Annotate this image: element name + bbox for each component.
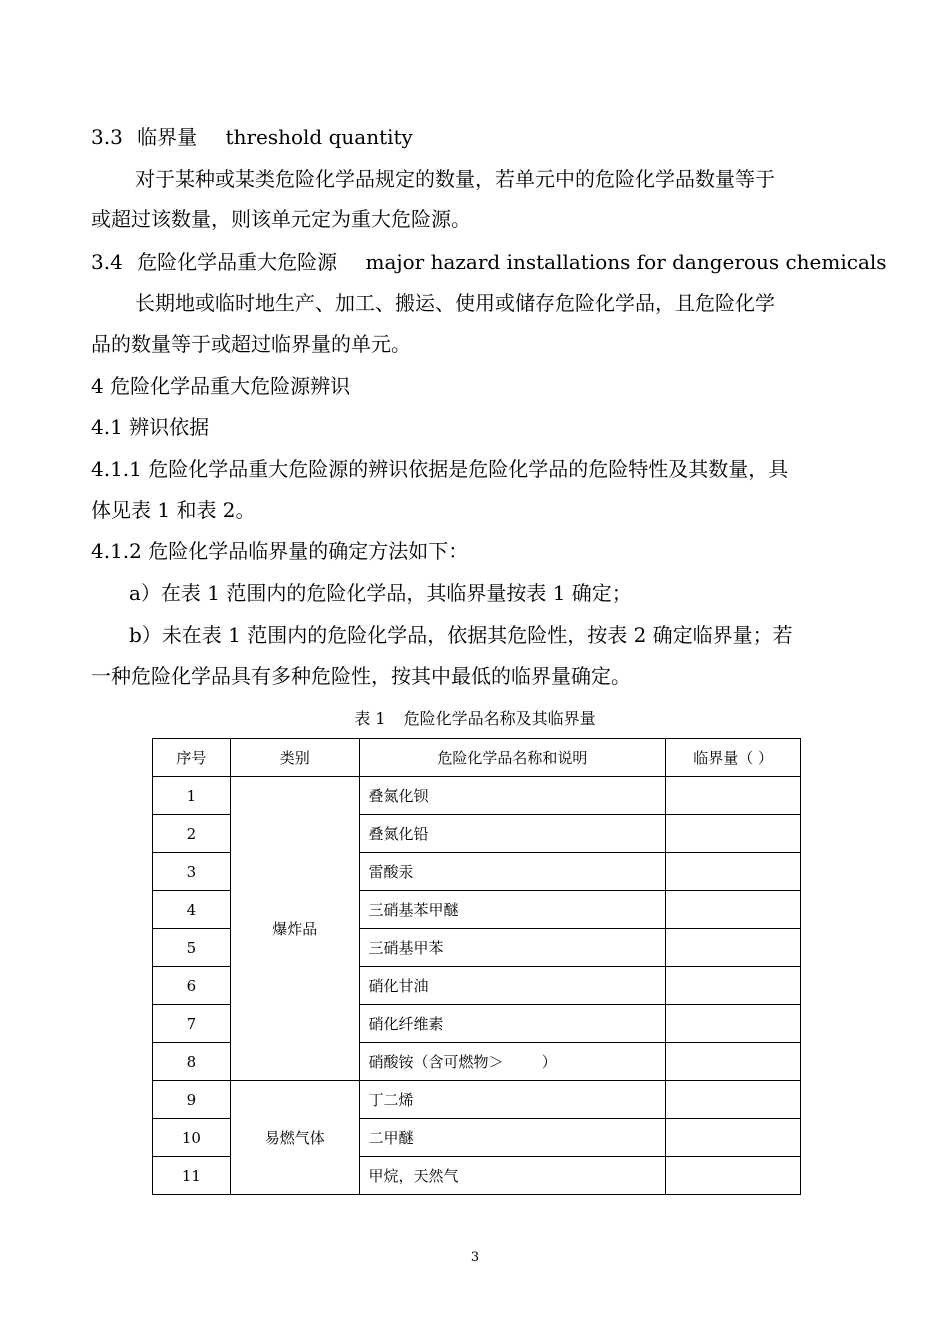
header-chemical-name: 危险化学品名称和说明 (359, 739, 666, 777)
row-number: 9 (153, 1081, 231, 1119)
definition-line: 对于某种或某类危险化学品规定的数量，若单元中的危险化学品数量等于 (135, 167, 775, 191)
threshold-quantity (666, 1081, 801, 1119)
threshold-quantity (666, 967, 801, 1005)
section-number: 3.3 (91, 125, 123, 149)
section-number: 3.4 (91, 250, 123, 274)
clause-4-1-1: 4.1.1 危险化学品重大危险源的辨识依据是危险化学品的危险特性及其数量，具 (91, 457, 789, 481)
page-number: 3 (470, 1250, 480, 1265)
threshold-quantity (666, 1043, 801, 1081)
chemicals-table (152, 738, 801, 1195)
clause-4-1-1-continued: 体见表 1 和表 2。 (91, 498, 256, 522)
chapter-4-heading: 4 危险化学品重大危险源辨识 (91, 374, 351, 398)
threshold-quantity (666, 1005, 801, 1043)
section-3-4-heading (91, 249, 887, 275)
category-cell: 爆炸品 (230, 777, 359, 1081)
chemical-name: 叠氮化钡 (359, 777, 666, 815)
row-number: 7 (153, 1005, 231, 1043)
header-serial-number: 序号 (153, 739, 231, 777)
table-caption-number: 表 1 (354, 709, 386, 728)
header-threshold-quantity: 临界量（ ） (666, 739, 801, 777)
threshold-quantity (666, 853, 801, 891)
row-number: 5 (153, 929, 231, 967)
definition-line: 或超过该数量，则该单元定为重大危险源。 (91, 207, 471, 231)
threshold-quantity (666, 891, 801, 929)
chemical-name: 三硝基苯甲醚 (359, 891, 666, 929)
list-item-a: a）在表 1 范围内的危险化学品，其临界量按表 1 确定； (129, 581, 632, 605)
row-number: 8 (153, 1043, 231, 1081)
category-cell: 易燃气体 (230, 1081, 359, 1195)
header-category: 类别 (230, 739, 359, 777)
section-4-1-heading: 4.1 辨识依据 (91, 415, 210, 439)
chemical-name: 叠氮化铅 (359, 815, 666, 853)
table-caption (0, 708, 950, 730)
chemical-name: 三硝基甲苯 (359, 929, 666, 967)
row-number: 6 (153, 967, 231, 1005)
chemical-name: 雷酸汞 (359, 853, 666, 891)
chemical-name: 硝化纤维素 (359, 1005, 666, 1043)
term-chinese: 临界量 (137, 125, 198, 149)
list-item-b: b）未在表 1 范围内的危险化学品，依据其危险性，按表 2 确定临界量；若 (129, 623, 793, 647)
table-header-row (153, 739, 801, 777)
threshold-quantity (666, 1119, 801, 1157)
definition-line: 长期地或临时地生产、加工、搬运、使用或储存危险化学品，且危险化学 (135, 291, 775, 315)
chemical-name: 二甲醚 (359, 1119, 666, 1157)
table-caption-title: 危险化学品名称及其临界量 (403, 709, 596, 728)
chemical-name: 丁二烯 (359, 1081, 666, 1119)
row-number: 11 (153, 1157, 231, 1195)
threshold-quantity (666, 777, 801, 815)
row-number: 4 (153, 891, 231, 929)
row-number: 2 (153, 815, 231, 853)
definition-line: 品的数量等于或超过临界量的单元。 (91, 332, 411, 356)
table-row (153, 777, 801, 815)
row-number: 10 (153, 1119, 231, 1157)
chemical-name: 硝酸铵（含可燃物＞ ） (359, 1043, 666, 1081)
term-english: major hazard installations for dangerous chemicals (365, 250, 887, 274)
threshold-quantity (666, 815, 801, 853)
term-chinese: 危险化学品重大危险源 (137, 250, 338, 274)
section-3-3-heading (91, 124, 413, 150)
chemical-name: 甲烷，天然气 (359, 1157, 666, 1195)
list-item-b-continued: 一种危险化学品具有多种危险性，按其中最低的临界量确定。 (91, 664, 631, 688)
row-number: 3 (153, 853, 231, 891)
threshold-quantity (666, 929, 801, 967)
clause-4-1-2: 4.1.2 危险化学品临界量的确定方法如下： (91, 539, 469, 563)
table-row (153, 1081, 801, 1119)
term-english: threshold quantity (225, 125, 413, 149)
chemical-name: 硝化甘油 (359, 967, 666, 1005)
threshold-quantity (666, 1157, 801, 1195)
row-number: 1 (153, 777, 231, 815)
